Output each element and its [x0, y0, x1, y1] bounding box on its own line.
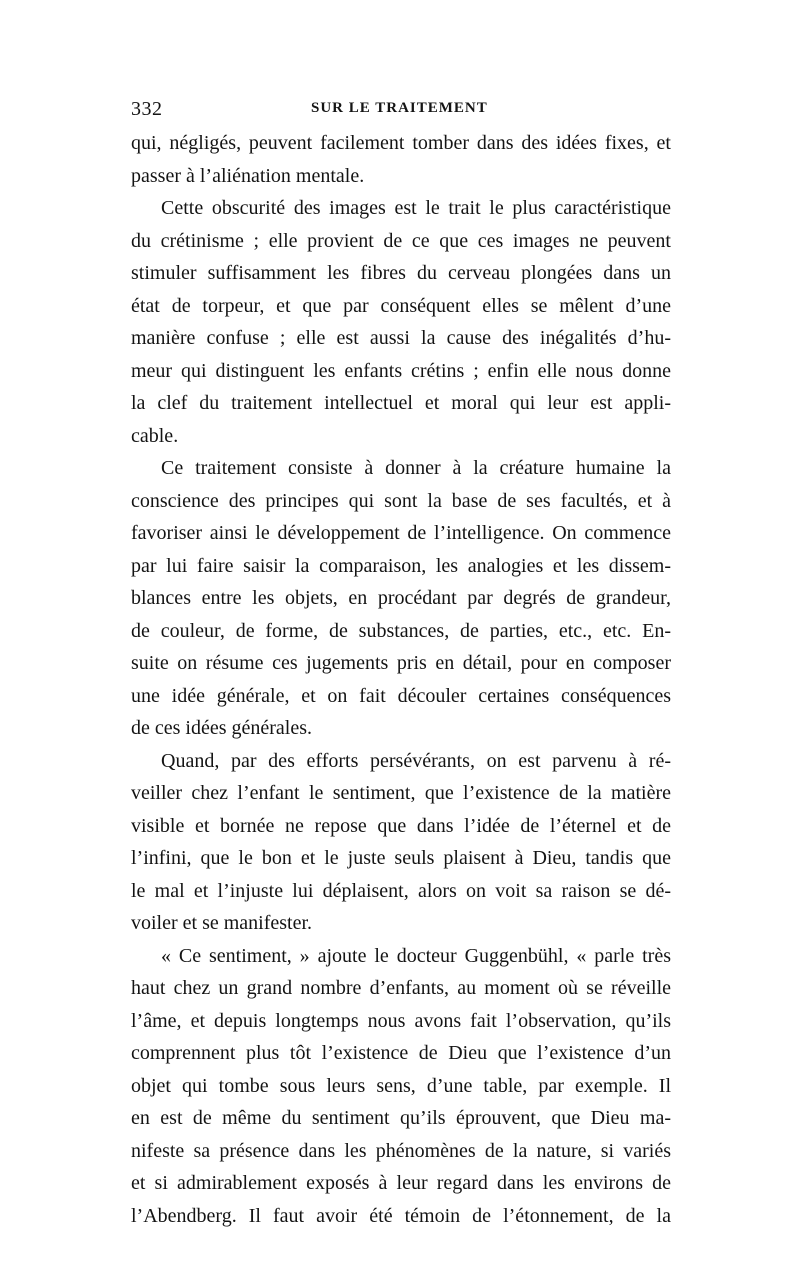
- text-line: une idée générale, et on fait découler certaines conséquences: [131, 684, 671, 707]
- text-line: de couleur, de forme, de substances, de parties, etc., etc. En-: [131, 619, 671, 642]
- text-line: meur qui distinguent les enfants crétins ; enfin elle nous donne: [131, 359, 671, 382]
- text-line: passer à l’aliénation mentale.: [131, 164, 365, 187]
- page-header: [131, 98, 671, 126]
- running-head: SUR LE TRAITEMENT: [311, 100, 488, 116]
- text-line: veiller chez l’enfant le sentiment, que l’existence de la matière: [131, 782, 671, 804]
- body-text: [131, 127, 671, 1232]
- text-line: conscience des principes qui sont la base de ses facultés, et à: [131, 489, 671, 512]
- paragraph-start-line: Cette obscurité des images est le trait le plus caractéristique: [161, 197, 671, 219]
- text-line: cable.: [131, 424, 179, 447]
- text-line: par lui faire saisir la comparaison, les analogies et les dissem-: [131, 554, 671, 577]
- text-line: le mal et l’injuste lui déplaisent, alors on voit sa raison se dé-: [131, 879, 671, 902]
- paragraph-start-line: Ce traitement consiste à donner à la créature humaine la: [161, 457, 671, 479]
- text-line: comprennent plus tôt l’existence de Dieu que l’existence d’un: [131, 1042, 671, 1064]
- text-line: la clef du traitement intellectuel et moral qui leur est appli-: [131, 392, 671, 414]
- page-number: 332: [131, 98, 163, 120]
- text-line: en est de même du sentiment qu’ils éprouvent, que Dieu ma-: [131, 1107, 671, 1129]
- text-line: du crétinisme ; elle provient de ce que ces images ne peuvent: [131, 229, 671, 252]
- text-line: de ces idées générales.: [131, 717, 313, 739]
- paragraph-start-line: Quand, par des efforts persévérants, on est parvenu à ré-: [161, 749, 671, 772]
- text-line: qui, négligés, peuvent facilement tomber dans des idées fixes, et: [131, 132, 671, 154]
- text-line: objet qui tombe sous leurs sens, d’une table, par exemple. Il: [131, 1074, 671, 1097]
- text-line: favoriser ainsi le développement de l’intelligence. On commence: [131, 522, 671, 544]
- text-line: l’infini, que le bon et le juste seuls plaisent à Dieu, tandis que: [131, 847, 671, 869]
- text-line: haut chez un grand nombre d’enfants, au moment où se réveille: [131, 977, 671, 999]
- text-line: voiler et se manifester.: [131, 912, 313, 934]
- text-line: l’âme, et depuis longtemps nous avons fait l’observation, qu’ils: [131, 1009, 671, 1032]
- text-line: et si admirablement exposés à leur regard dans les environs de: [131, 1172, 671, 1194]
- paragraph-start-line: « Ce sentiment, » ajoute le docteur Guggenbühl, « parle très: [161, 944, 671, 967]
- text-line: état de torpeur, et que par conséquent elles se mêlent d’une: [131, 294, 671, 317]
- text-line: suite on résume ces jugements pris en détail, pour en composer: [131, 652, 671, 674]
- text-line: manière confuse ; elle est aussi la cause des inégalités d’hu-: [131, 327, 671, 349]
- text-line: stimuler suffisamment les fibres du cerveau plongées dans un: [131, 262, 671, 284]
- text-line: visible et bornée ne repose que dans l’idée de l’éternel et de: [131, 814, 671, 837]
- text-line: nifeste sa présence dans les phénomènes de la nature, si variés: [131, 1139, 671, 1162]
- text-line: blances entre les objets, en procédant par degrés de grandeur,: [131, 587, 671, 609]
- text-line: l’Abendberg. Il faut avoir été témoin de l’étonnement, de la: [131, 1204, 671, 1227]
